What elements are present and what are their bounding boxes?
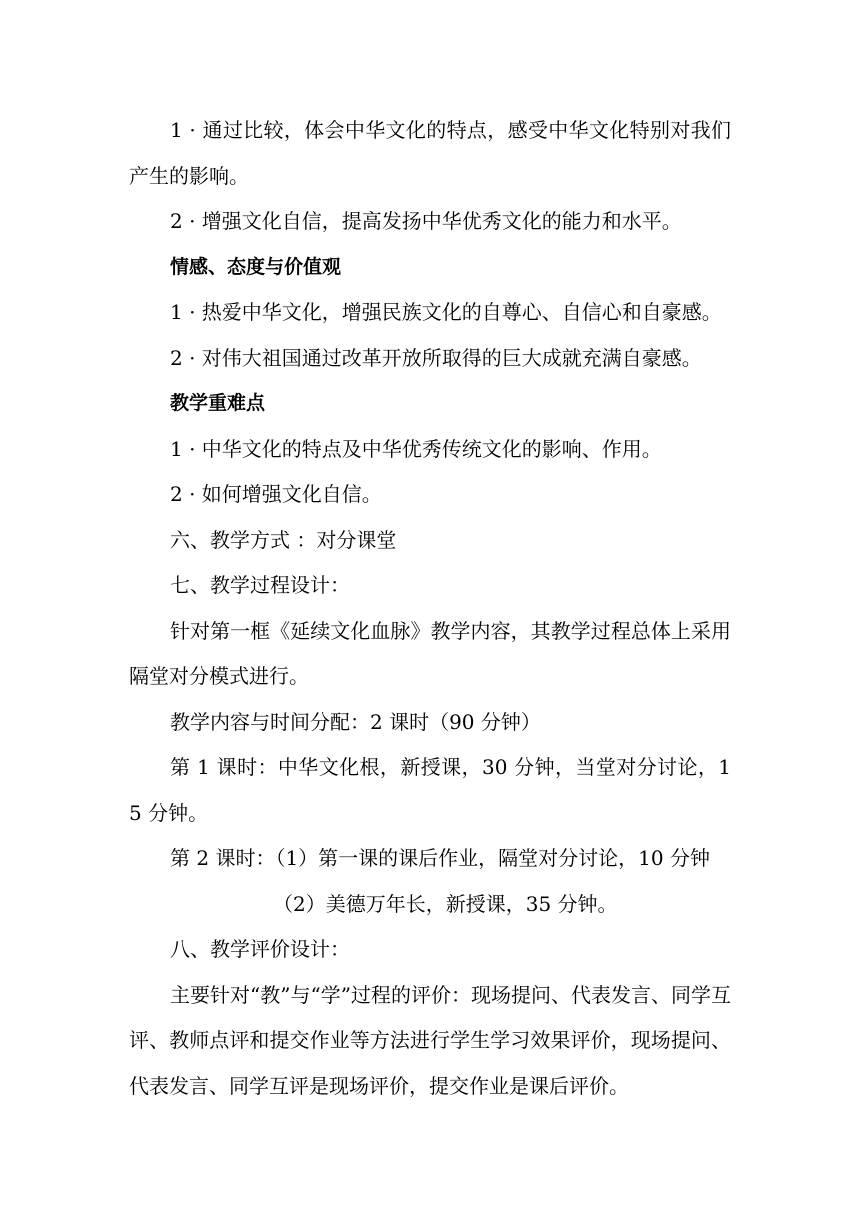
time-allocation: 教学内容与时间分配：2 课时（90 分钟） <box>170 709 541 734</box>
lesson-1-plan: 第 1 课时：中华文化根，新授课，30 分钟，当堂对分讨论，15 分钟。 <box>129 755 731 825</box>
skill-goal-2: 2 · 增强文化自信，提高发扬中华优秀文化的能力和水平。 <box>170 209 682 233</box>
key-point-1: 1 · 中华文化的特点及中华优秀传统文化的影响、作用。 <box>170 436 662 461</box>
teaching-process-heading: 七、教学过程设计： <box>170 573 350 597</box>
evaluation-description: 主要针对“教”与“学”过程的评价：现场提问、代表发言、同学互评、教师点评和提交作业等方法进行学生学习效果评价，现场提问、代表发言、同学互评是现场评价，提交作业是课后评价。 <box>129 982 731 1098</box>
lesson-2-plan-part-2: （2）美德万年长，新授课，35 分钟。 <box>273 891 618 916</box>
teaching-process-description: 针对第一框《延续文化血脉》教学内容，其教学过程总体上采用隔堂对分模式进行。 <box>129 618 731 688</box>
skill-goal-1: 1 · 通过比较，体会中华文化的特点，感受中华文化特别对我们产生的影响。 <box>129 118 731 188</box>
teaching-method: 六、教学方式 ：对分课堂 <box>170 527 397 552</box>
section-heading-key-difficulties: 教学重难点 <box>170 392 266 414</box>
key-point-2: 2 · 如何增强文化自信。 <box>170 482 382 506</box>
emotion-goal-2: 2 · 对伟大祖国通过改革开放所取得的巨大成就充满自豪感。 <box>170 345 702 370</box>
emotion-goal-1: 1 · 热爱中华文化，增强民族文化的自尊心、自信心和自豪感。 <box>170 300 722 324</box>
evaluation-heading: 八、教学评价设计： <box>170 937 350 961</box>
document-body <box>129 108 731 1109</box>
section-heading-emotion-values: 情感、态度与价值观 <box>170 255 342 278</box>
lesson-2-plan-part-1: 第 2 课时：（1）第一课的课后作业，隔堂对分讨论，10 分钟 <box>170 846 710 870</box>
